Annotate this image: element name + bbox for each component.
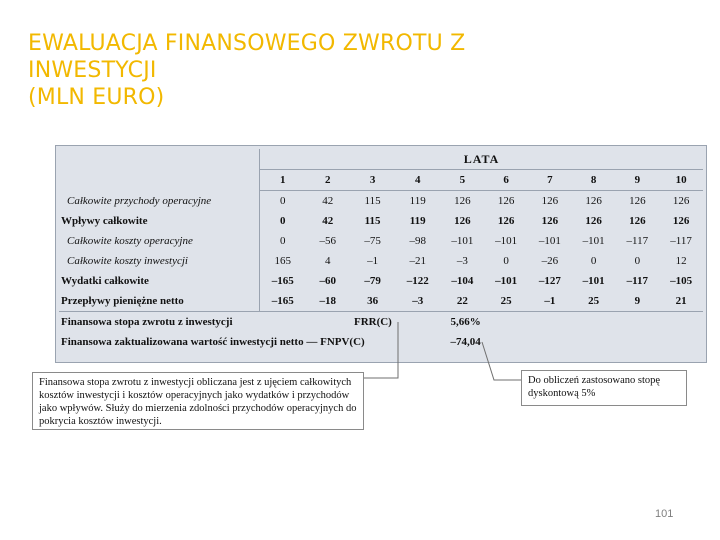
table-corner-2 — [59, 170, 259, 191]
table-cell: 126 — [454, 195, 471, 207]
table-cell: 115 — [364, 215, 381, 227]
year-header-6: 6 — [484, 170, 528, 191]
table-cell: –165 — [271, 275, 294, 287]
frr-explanation-callout: Finansowa stopa zwrotu z inwestycji obliczana jest z ujęciem całkowitych kosztów inwestycji i kosztów operacyjnych jako wydatków i przychodów jako wpływów. Służy do mierzenia zdolności przychodów operacyjnych do pokrycia kosztów inwestycji. — [32, 372, 364, 430]
table-cell: –117 — [626, 235, 649, 247]
table-cell: –101 — [538, 235, 561, 247]
financial-table-panel — [55, 145, 707, 363]
title-line-2: INWESTYCJI — [28, 58, 157, 83]
table-cell: –105 — [670, 275, 693, 287]
table-cell: –56 — [319, 235, 337, 247]
table-cell: 126 — [497, 195, 515, 207]
years-header: LATA — [259, 149, 703, 170]
table-cell: –26 — [541, 255, 559, 267]
year-header-4: 4 — [395, 170, 440, 191]
frr-value: 5,66% — [440, 312, 703, 333]
table-cell: 126 — [497, 215, 515, 227]
table-row — [59, 271, 703, 291]
table-cell: 9 — [634, 295, 641, 307]
table-cell: 25 — [588, 295, 600, 307]
table-cell: 0 — [590, 255, 597, 267]
year-header-3: 3 — [350, 170, 395, 191]
table-cell: 25 — [500, 295, 512, 307]
table-cell: –104 — [451, 275, 474, 287]
table-cell: –101 — [582, 235, 605, 247]
row-label: Całkowite koszty inwestycji — [59, 251, 259, 271]
table-cell: 22 — [456, 295, 468, 307]
title-line-3: (MLN EURO) — [28, 85, 165, 110]
table-cell: 126 — [629, 215, 646, 227]
year-header-2: 2 — [305, 170, 350, 191]
table-cell: –3 — [456, 255, 468, 267]
row-label: Wydatki całkowite — [59, 271, 259, 291]
table-cell: 126 — [629, 195, 646, 207]
table-cell: –165 — [271, 295, 294, 307]
table-cell: 126 — [541, 215, 559, 227]
table-cell: –101 — [451, 235, 474, 247]
page-number: 101 — [655, 508, 674, 520]
table-cell: 0 — [279, 215, 286, 227]
row-label: Wpływy całkowite — [59, 211, 259, 231]
table-cell: –127 — [538, 275, 561, 287]
table-cell: 126 — [672, 195, 690, 207]
table-cell: 0 — [503, 255, 509, 267]
table-cell: 126 — [672, 215, 690, 227]
table-cell: –60 — [319, 275, 337, 287]
discount-rate-callout: Do obliczeń zastosowano stopę dyskontową 5% — [521, 370, 687, 406]
table-cell: 119 — [409, 195, 426, 207]
table-cell: –122 — [406, 275, 429, 287]
row-label: Przepływy pieniężne netto — [59, 291, 259, 312]
fnpv-value: –74,04 — [450, 336, 481, 348]
frr-label: Finansowa stopa zwrotu z inwestycji — [59, 312, 305, 333]
table-cell: 119 — [409, 215, 426, 227]
table-cell: 0 — [279, 195, 286, 207]
table-cell: 4 — [325, 255, 331, 267]
row-label: Całkowite przychody operacyjne — [59, 191, 259, 212]
year-header-5: 5 — [440, 170, 484, 191]
table-cell: –98 — [409, 235, 426, 247]
table-cell: 126 — [454, 215, 471, 227]
year-header-8: 8 — [572, 170, 616, 191]
table-cell: 0 — [279, 235, 286, 247]
year-header-7: 7 — [528, 170, 572, 191]
table-cell: 36 — [367, 295, 379, 307]
year-header-9: 9 — [616, 170, 660, 191]
row-label: Całkowite koszty operacyjne — [59, 231, 259, 251]
table-cell: 126 — [585, 215, 602, 227]
table-cell: 42 — [322, 195, 334, 207]
table-row — [59, 211, 703, 231]
table-row — [59, 291, 703, 312]
table-corner — [59, 149, 259, 170]
table-cell: –18 — [319, 295, 337, 307]
table-cell: –1 — [367, 255, 379, 267]
table-cell: 165 — [274, 255, 291, 267]
title-line-1: EWALUACJA FINANSOWEGO ZWROTU Z — [28, 31, 466, 56]
year-header-1: 1 — [259, 170, 305, 191]
table-cell: –117 — [626, 275, 649, 287]
table-cell: –101 — [495, 275, 518, 287]
frr-row — [59, 312, 703, 333]
table-row — [59, 251, 703, 271]
slide-title — [28, 30, 588, 111]
table-cell: 42 — [322, 215, 334, 227]
table-cell: –3 — [412, 295, 424, 307]
table-cell: –101 — [495, 235, 518, 247]
table-cell: –101 — [582, 275, 605, 287]
table-cell: 0 — [634, 255, 641, 267]
fnpv-row — [59, 332, 703, 352]
table-cell: 115 — [364, 195, 381, 207]
table-cell: –21 — [409, 255, 426, 267]
table-cell: 12 — [675, 255, 687, 267]
fnpv-label: Finansowa zaktualizowana wartość inwestycji netto — FNPV(C) — [61, 336, 365, 348]
table-cell: 126 — [585, 195, 602, 207]
financial-return-table — [59, 149, 703, 352]
frr-abbr: FRR(C) — [305, 312, 440, 333]
table-cell: –1 — [544, 295, 556, 307]
table-cell: –79 — [364, 275, 381, 287]
table-cell: 21 — [675, 295, 687, 307]
table-cell: 126 — [541, 195, 559, 207]
table-cell: –117 — [670, 235, 692, 247]
table-row — [59, 231, 703, 251]
table-cell: –75 — [364, 235, 381, 247]
year-header-10: 10 — [659, 170, 703, 191]
table-row — [59, 191, 703, 212]
